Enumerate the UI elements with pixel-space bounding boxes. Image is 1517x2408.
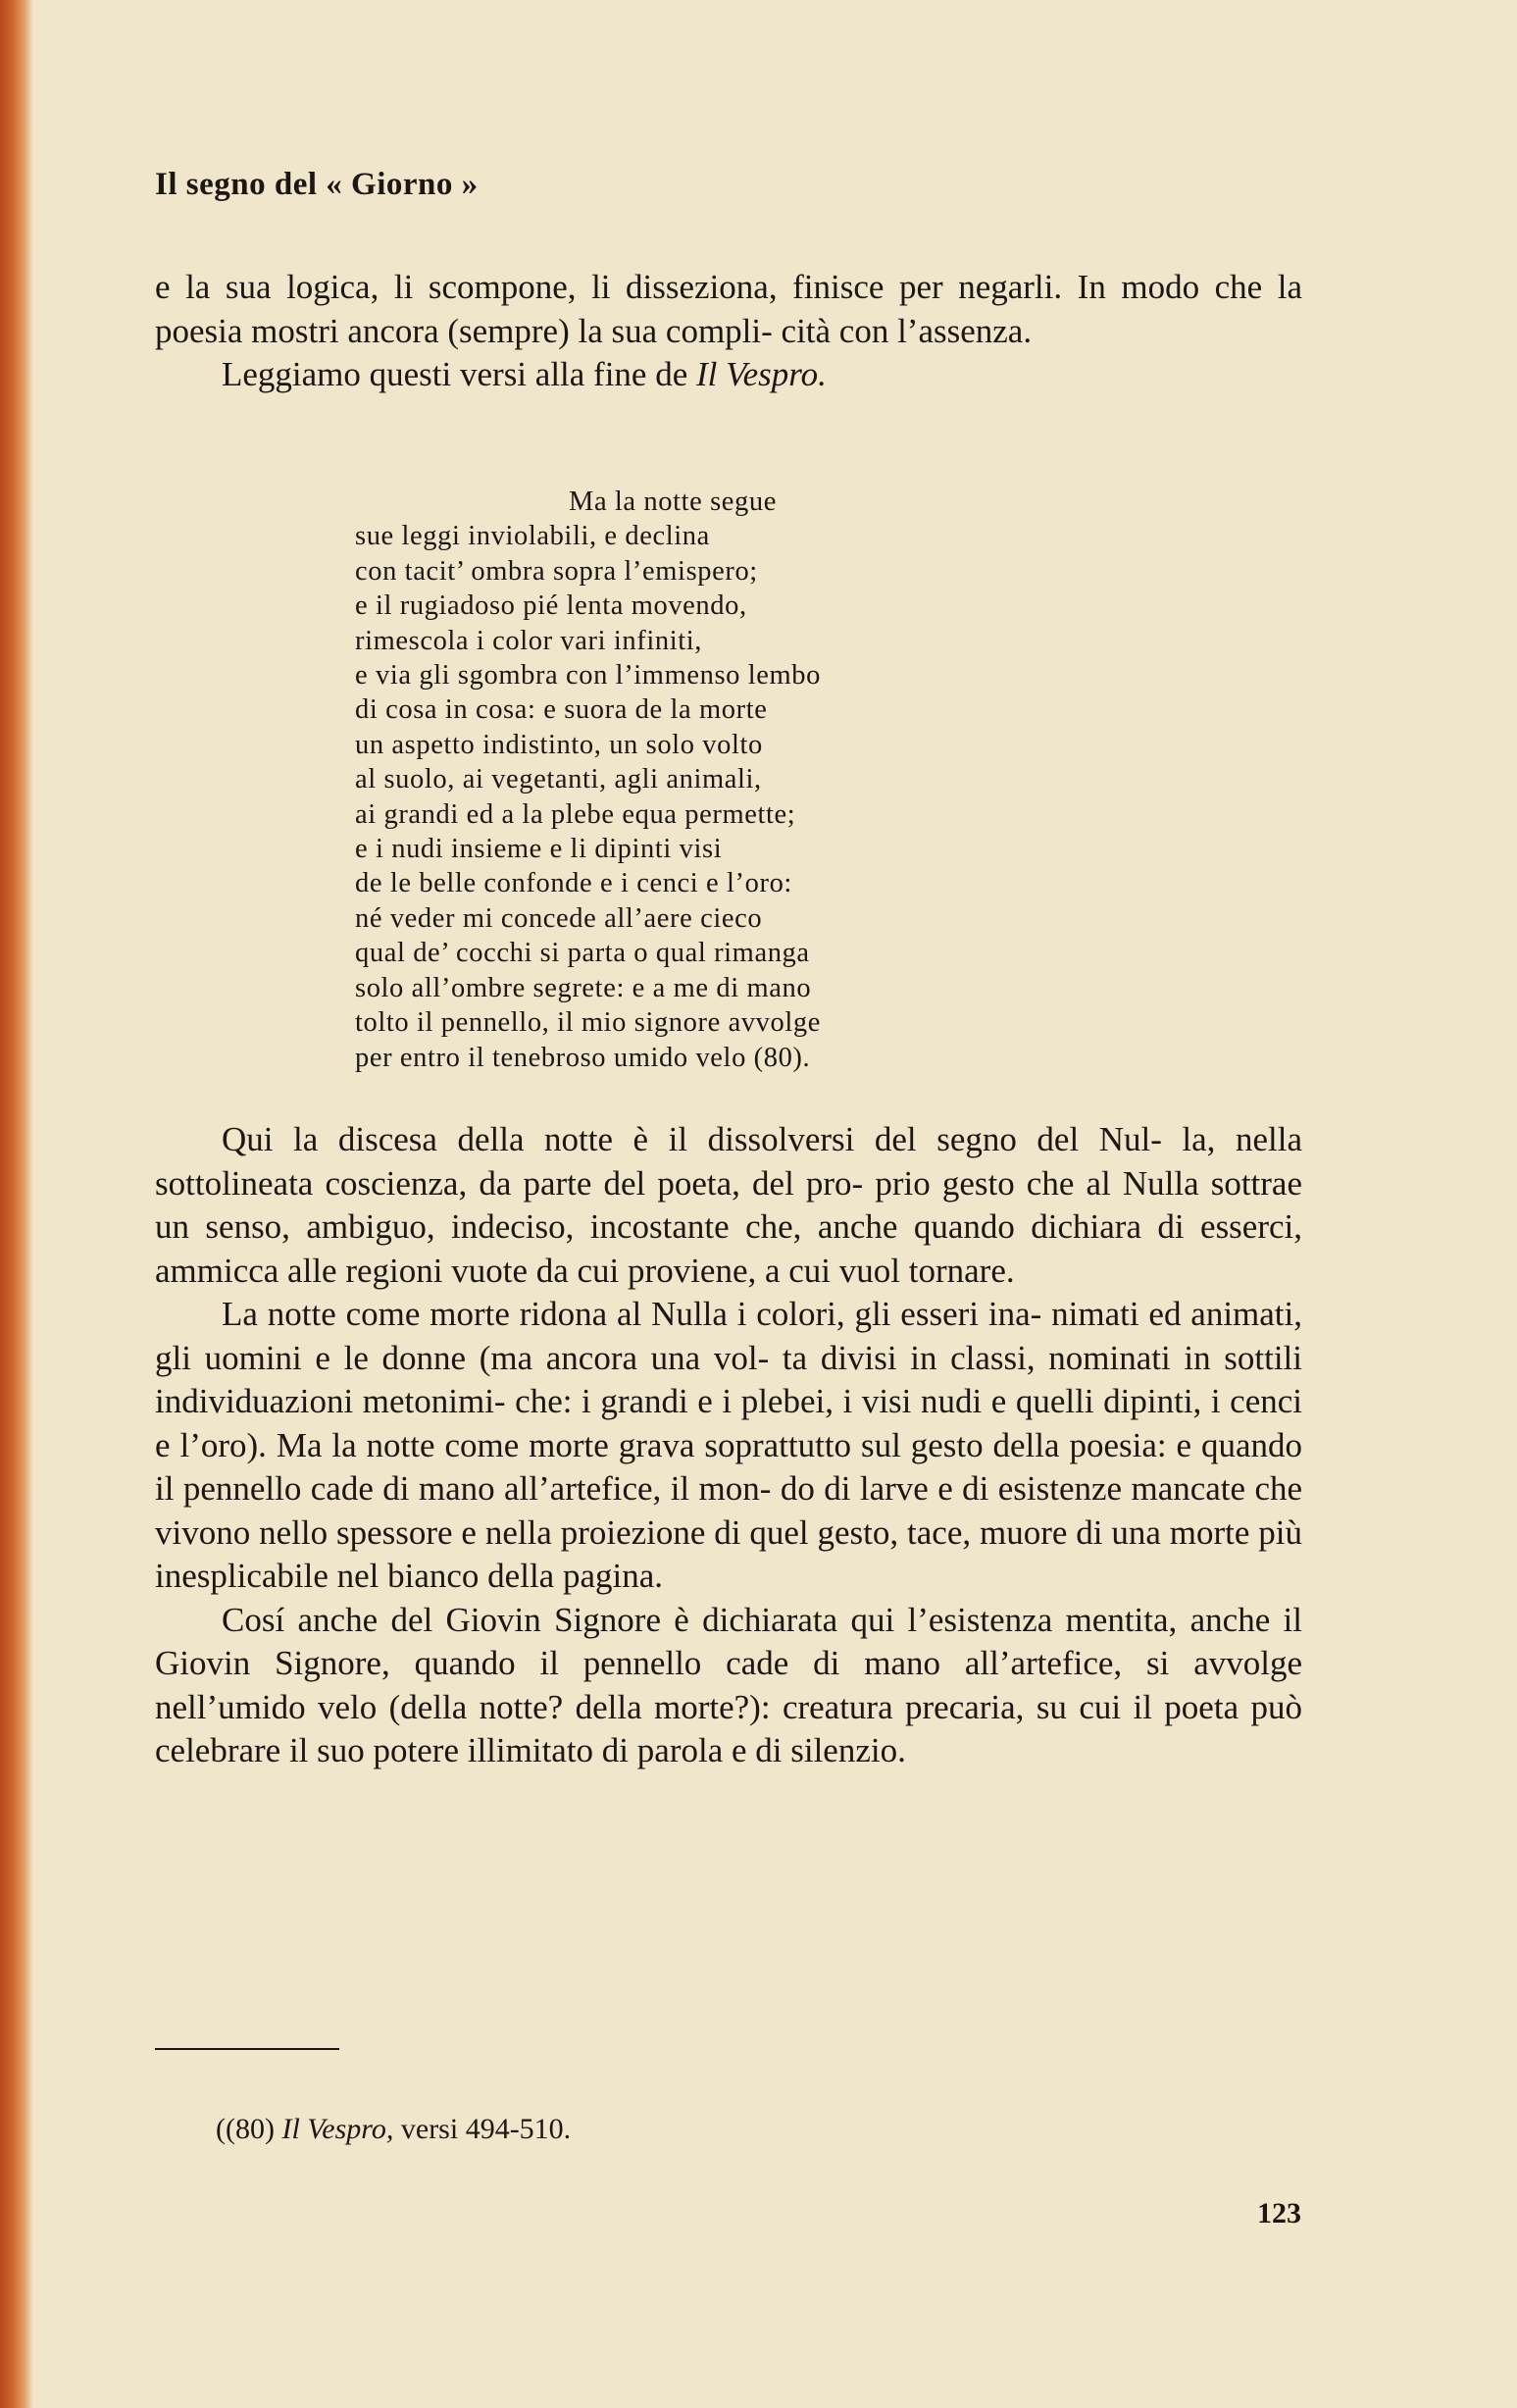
text-line: e la sua logica, li scompone, li disseziona, finisce per negarli.	[155, 268, 1063, 306]
verse-line: al suolo, ai vegetanti, agli animali,	[355, 764, 762, 795]
verse-line: qual de’ cocchi si parta o qual rimanga	[355, 938, 810, 969]
text-line: incostante che, anche quando dichiara di esserci, ammicca alle	[155, 1207, 1303, 1290]
verse-line: di cosa in cosa: e suora de la morte	[355, 694, 768, 726]
verse-line: rimescola i color vari infiniti,	[355, 625, 702, 656]
commentary-text	[155, 1118, 1302, 1773]
verse-line: ai grandi ed a la plebe equa permette;	[355, 798, 796, 830]
opening-text	[155, 266, 1302, 397]
footnote-divider	[155, 2048, 339, 2050]
page-number: 123	[1257, 2197, 1301, 2229]
text-line: ta divisi in classi, nominati in sottili individuazioni metonimi-	[155, 1338, 1302, 1420]
running-head: Il segno del « Giorno »	[155, 167, 479, 202]
paragraph-intro-verse	[155, 353, 1302, 397]
text-line: Cosí anche del Giovin Signore è dichiarata qui l’esistenza	[222, 1600, 1053, 1639]
verse-line: sue leggi inviolabili, e declina	[355, 521, 710, 552]
verse-line: e i nudi insieme e li dipinti visi	[355, 834, 723, 865]
text-line: mano all’artefice, si avvolge nell’umido velo (della notte? della	[155, 1644, 1303, 1726]
text-line: prio gesto che al Nulla sottrae un senso, ambiguo, indeciso,	[155, 1163, 1303, 1246]
paragraph	[155, 1293, 1302, 1599]
text-line: In modo che la poesia mostri ancora (sempre) la sua compli-	[155, 268, 1302, 350]
paragraph-text: Leggiamo questi versi alla fine de	[222, 355, 697, 393]
verse-line: tolto il pennello, il mio signore avvolge	[355, 1007, 821, 1039]
text-line: regioni vuote da cui proviene, a cui vuol tornare.	[345, 1251, 1015, 1290]
verse-line: e via gli sgombra con l’immenso lembo	[355, 660, 821, 692]
work-title: Il Vespro.	[696, 355, 827, 393]
footnote	[216, 2113, 571, 2146]
text-line: cità con l’assenza.	[781, 311, 1033, 350]
verse-quotation	[355, 485, 1100, 1075]
verse-line: un aspetto indistinto, un solo volto	[355, 729, 763, 760]
text-line: potere illimitato di parola e di silenzio.	[373, 1731, 906, 1769]
text-line: la, nella sottolineata coscienza, da parte del poeta, del pro-	[155, 1120, 1302, 1203]
text-line: l’oro). Ma la notte come morte grava soprattutto sul gesto della	[179, 1425, 1060, 1464]
verse-line: Ma la notte segue	[569, 487, 778, 517]
footnote-mark: ((80)	[216, 2113, 275, 2145]
verse-line: per entro il tenebroso umido velo (80).	[355, 1042, 811, 1073]
verse-line: e il rugiadoso pié lenta movendo,	[355, 590, 747, 622]
paragraph	[155, 1118, 1302, 1293]
text-line: che: i grandi e i plebei, i visi nudi e quelli dipinti, i cenci e	[155, 1382, 1302, 1464]
paragraph	[155, 1599, 1302, 1773]
verse-line: con tacit’ ombra sopra l’emispero;	[355, 555, 758, 587]
verse-line: de le belle confonde e i cenci e l’oro:	[355, 868, 792, 899]
verse-line: né veder mi concede all’aere cieco	[355, 902, 763, 934]
text-line: nimati ed animati, gli uomini e le donne (ma ancora una vol-	[155, 1295, 1303, 1377]
verse-line: solo all’ombre segrete: e a me di mano	[355, 972, 812, 1003]
footnote-text: versi 494-510.	[400, 2113, 572, 2145]
paragraph-continuation	[155, 266, 1302, 353]
footnote-work-title: Il Vespro,	[281, 2113, 394, 2145]
text-line: La notte come morte ridona al Nulla i colori, gli esseri ina-	[222, 1295, 1042, 1333]
text-line: poesia: e quando il pennello cade di mano all’artefice, il mon-	[155, 1425, 1303, 1508]
text-line: do di larve e di esistenze mancate che vivono nello spessore e	[155, 1469, 1303, 1552]
text-line: morte?): creatura precaria, su cui il poeta può celebrare il suo	[155, 1687, 1302, 1769]
text-line: nella proiezione di quel gesto, tace, muore di una morte più	[484, 1512, 1303, 1552]
text-line: Qui la discesa della notte è il dissolversi del segno del Nul-	[222, 1120, 1162, 1158]
text-line: mentita, anche il Giovin Signore, quando il pennello cade di	[155, 1600, 1303, 1682]
text-line: inesplicabile nel bianco della pagina.	[155, 1557, 663, 1595]
